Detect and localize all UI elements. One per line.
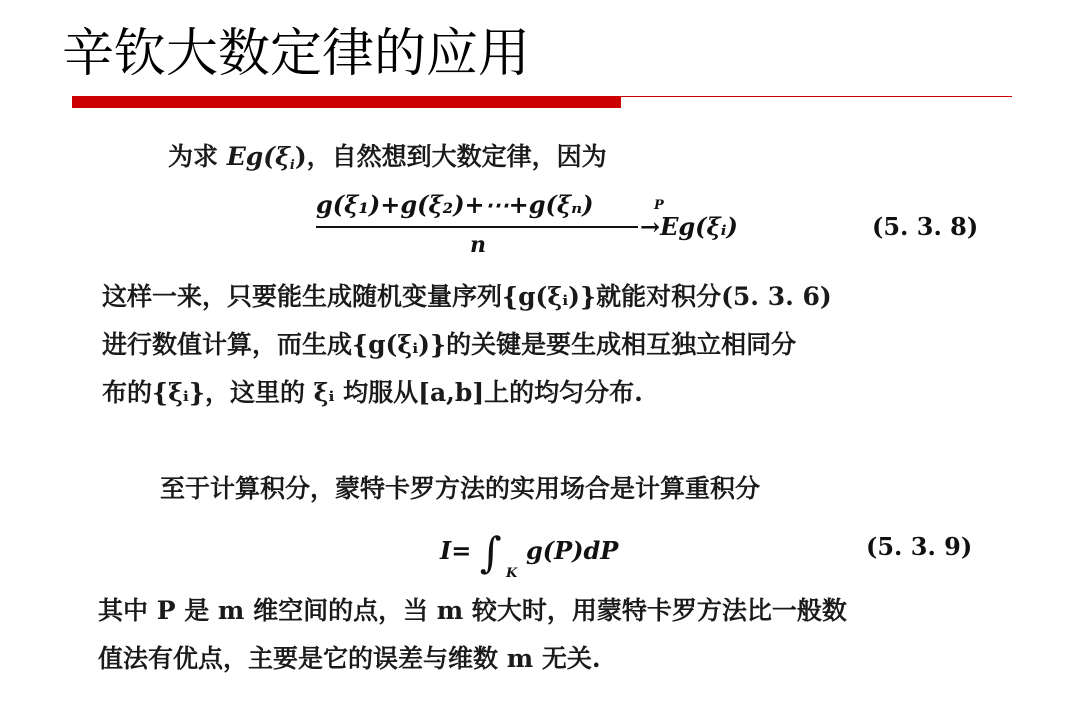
- eq539-domain: K: [506, 566, 518, 581]
- title-underline-thick: [72, 96, 621, 108]
- para3-line1: 至于计算积分，蒙特卡罗方法的实用场合是计算重积分: [160, 474, 761, 503]
- para4-line1: 其中 P 是 m 维空间的点，当 m 较大时，用蒙特卡罗方法比一般数: [98, 596, 847, 625]
- para2-line1: 这样一来，只要能生成随机变量序列{g(ξᵢ)}就能对积分(5. 3. 6): [102, 282, 832, 311]
- slide-title: 辛钦大数定律的应用: [62, 24, 531, 84]
- para1-lead: 为求: [168, 142, 227, 171]
- eq538-numerator: g(ξ₁)+g(ξ₂)+⋯+g(ξₙ): [316, 190, 594, 219]
- eq538-fraction-bar: [316, 226, 638, 228]
- title-underline-thin: [621, 96, 1012, 97]
- eq539-integrand: g(P)dP: [525, 536, 619, 565]
- integral-sign: ∫: [479, 528, 502, 577]
- para1-sub: i: [289, 158, 295, 173]
- para1-tail: )，自然想到大数定律，因为: [294, 142, 607, 171]
- para1-line: [168, 138, 607, 185]
- eq539-lhs: I=: [440, 536, 472, 565]
- para2-line3: 布的{ξᵢ}，这里的 ξᵢ 均服从[a,b]上的均匀分布.: [102, 378, 643, 407]
- eq538-denominator: n: [470, 232, 486, 258]
- para4-line2: 值法有优点，主要是它的误差与维数 m 无关.: [98, 644, 601, 673]
- eq538-number: (5. 3. 8): [872, 212, 979, 241]
- eq538-arrow-label: P: [654, 198, 664, 213]
- eq539: [440, 528, 618, 577]
- eq539-number: (5. 3. 9): [866, 532, 973, 561]
- para2-line2: 进行数值计算，而生成{g(ξᵢ)}的关键是要生成相互独立相同分: [102, 330, 797, 359]
- para1-expr: Eg(ξ: [226, 142, 290, 171]
- eq538-rhs: →Eg(ξᵢ): [640, 212, 738, 241]
